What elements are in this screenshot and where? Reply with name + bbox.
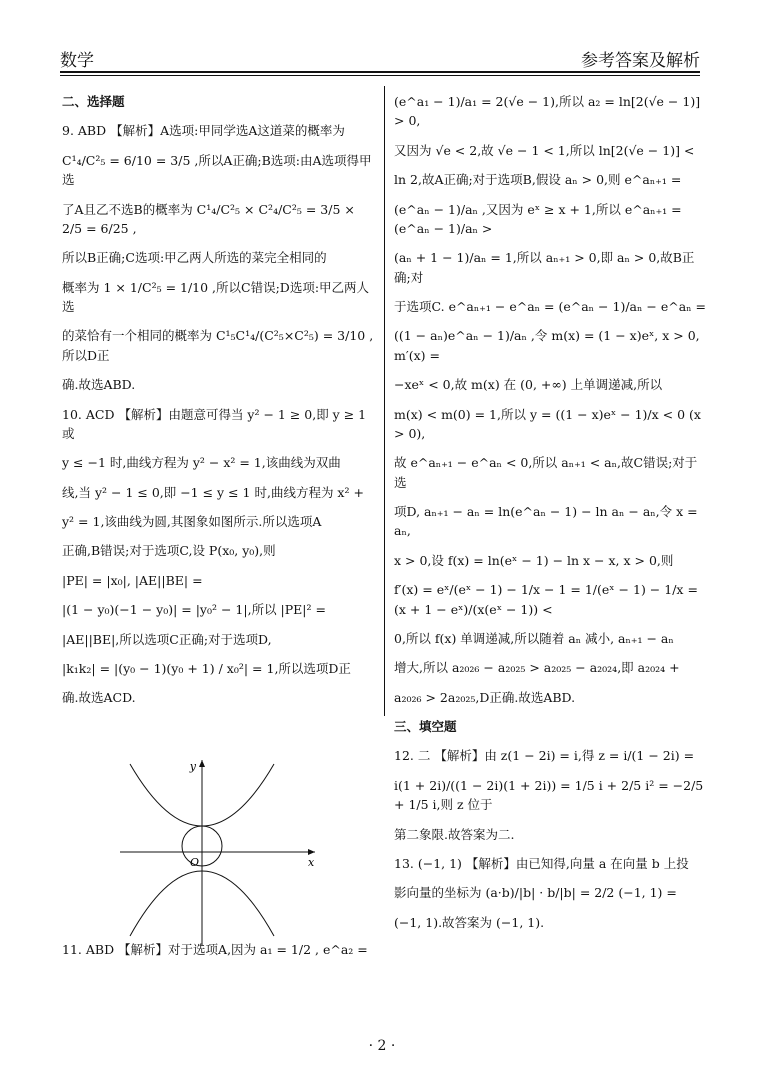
header-rule-thin (60, 75, 700, 76)
question-9 (62, 121, 374, 394)
q10-line: 确.故选ACD. (62, 690, 136, 706)
q11-line: 又因为 √e < 2,故 √e − 1 < 1,所以 ln[2(√e − 1)] < (394, 142, 695, 158)
question-12 (394, 746, 706, 844)
q12-line: 第二象限.故答案为二. (394, 826, 515, 842)
q11-line: 0,所以 f(x) 单调递减,所以随着 aₙ 减小, aₙ₊₁ − aₙ (394, 630, 674, 646)
header-rule-thick (60, 71, 700, 73)
q12-line: 12. 二 【解析】由 z(1 − 2i) = i,得 z = i/(1 − 2i) = (394, 748, 695, 764)
q13-line: 影向量的坐标为 (a·b)/|b| · b/|b| = 2/2 (−1, 1) = (394, 885, 677, 901)
origin-label: O (190, 856, 200, 869)
q10-line: 10. ACD 【解析】由题意可得当 y² − 1 ≥ 0,即 y ≥ 1 或 (62, 406, 367, 441)
page-header (60, 46, 700, 70)
answer-key-title: 参考答案及解析 (581, 51, 700, 71)
y-axis-arrow (199, 760, 205, 767)
q10-line: 正确,B错误;对于选项C,设 P(x₀, y₀),则 (62, 543, 276, 559)
q10-line: y ≤ −1 时,曲线方程为 y² − x² = 1,该曲线为双曲 (62, 455, 341, 471)
q12-line: i(1 + 2i)/((1 − 2i)(1 + 2i)) = 1/5 i + 2/5 i² = −2/5 + 1/5 i,则 z 位于 (394, 777, 704, 813)
column-divider (384, 86, 385, 716)
x-axis-arrow (308, 849, 315, 855)
q11-line: ((1 − aₙ)e^aₙ − 1)/aₙ ,令 m(x) = (1 − x)eˣ, x > 0, m′(x) = (394, 328, 700, 363)
right-column (394, 92, 706, 942)
x-axis-label: x (308, 856, 315, 869)
q11-line: ln 2,故A正确;对于选项B,假设 aₙ > 0,则 e^aₙ₊₁ = (394, 172, 682, 188)
y-axis-label: y (189, 760, 196, 773)
q9-line: 9. ABD 【解析】A选项:甲同学选A这道菜的概率为 (62, 123, 345, 139)
q10-line: |PE| = |x₀|, |AE||BE| = (62, 572, 203, 588)
left-column (62, 92, 374, 718)
question-10 (62, 405, 374, 708)
question-11-continued (394, 92, 706, 707)
hyperbola-circle-figure (120, 756, 320, 946)
q10-line: y² = 1,该曲线为圆,其图象如图所示.所以选项A (62, 514, 322, 529)
q9-line: 确.故选ABD. (62, 377, 136, 393)
q9-line: C¹₄/C²₅ = 6/10 = 3/5 ,所以A正确;B选项:由A选项得甲选 (62, 152, 372, 188)
section-title-fill-in: 三、填空题 (394, 719, 457, 734)
subject-title: 数学 (60, 51, 94, 71)
page-number: · 2 · (368, 1038, 396, 1054)
q9-line: 所以B正确;C选项:甲乙两人所选的菜完全相同的 (62, 250, 327, 266)
q13-line: 13. (−1, 1) 【解析】由已知得,向量 a 在向量 b 上投 (394, 855, 689, 871)
q9-line: 概率为 1 × 1/C²₅ = 1/10 ,所以C错误;D选项:甲乙两人选 (62, 279, 370, 314)
q9-line: 了A且乙不选B的概率为 C¹₄/C²₅ × C²₄/C²₅ = 3/5 × 2/5 = 6/25 , (62, 201, 355, 236)
q11-line: 项D, aₙ₊₁ − aₙ = ln(e^aₙ − 1) − ln aₙ − aₙ,令 x = aₙ, (394, 504, 698, 539)
q10-line: |AE||BE|,所以选项C正确;对于选项D, (62, 631, 272, 647)
q9-line: 的菜恰有一个相同的概率为 C¹₅C¹₄/(C²₅×C²₅) = 3/10 ,所以D正 (62, 328, 374, 363)
q11-line: 故 e^aₙ₊₁ − e^aₙ < 0,所以 aₙ₊₁ < aₙ,故C错误;对于选 (394, 455, 698, 490)
q13-line: (−1, 1).故答案为 (−1, 1). (394, 914, 545, 930)
question-13 (394, 854, 706, 932)
section-title-choice: 二、选择题 (62, 94, 125, 109)
q11-line: 增大,所以 a₂₀₂₆ − a₂₀₂₅ > a₂₀₂₅ − a₂₀₂₄,即 a₂₀₂₄ + (394, 660, 680, 676)
q11-line: x > 0,设 f(x) = ln(eˣ − 1) − ln x − x, x > 0,则 (394, 552, 674, 568)
q11-line: (aₙ + 1 − 1)/aₙ = 1,所以 aₙ₊₁ > 0,即 aₙ > 0,故B正确;对 (394, 250, 695, 285)
q11-line: 11. ABD 【解析】对于选项A,因为 a₁ = 1/2 , e^a₂ = (62, 942, 368, 957)
q11-line: 于选项C. e^aₙ₊₁ − e^aₙ = (e^aₙ − 1)/aₙ − e^aₙ = (394, 299, 707, 314)
q10-line: |(1 − y₀)(−1 − y₀)| = |y₀² − 1|,所以 |PE|² = (62, 602, 326, 618)
q10-line: 线,当 y² − 1 ≤ 0,即 −1 ≤ y ≤ 1 时,曲线方程为 x² + (62, 484, 364, 500)
q11-line: −xeˣ < 0,故 m(x) 在 (0, +∞) 上单调递减,所以 (394, 377, 663, 393)
q10-line: |k₁k₂| = |(y₀ − 1)(y₀ + 1) / x₀²| = 1,所以选项D正 (62, 660, 351, 676)
q11-line: (e^aₙ − 1)/aₙ ,又因为 eˣ ≥ x + 1,所以 e^aₙ₊₁ = (e^aₙ − 1)/aₙ > (394, 201, 682, 236)
q11-line: a₂₀₂₆ > 2a₂₀₂₅,D正确.故选ABD. (394, 689, 576, 705)
q11-line: m(x) < m(0) = 1,所以 y = ((1 − x)eˣ − 1)/x < 0 (x > 0), (394, 406, 701, 441)
question-11-start (62, 940, 374, 969)
q11-line: (e^a₁ − 1)/a₁ = 2(√e − 1),所以 a₂ = ln[2(√e − 1)] > 0, (394, 94, 701, 129)
q11-line: f′(x) = eˣ/(eˣ − 1) − 1/x − 1 = 1/(eˣ − 1) − 1/x = (x + 1 − eˣ)/(x(eˣ − 1)) < (394, 582, 698, 617)
